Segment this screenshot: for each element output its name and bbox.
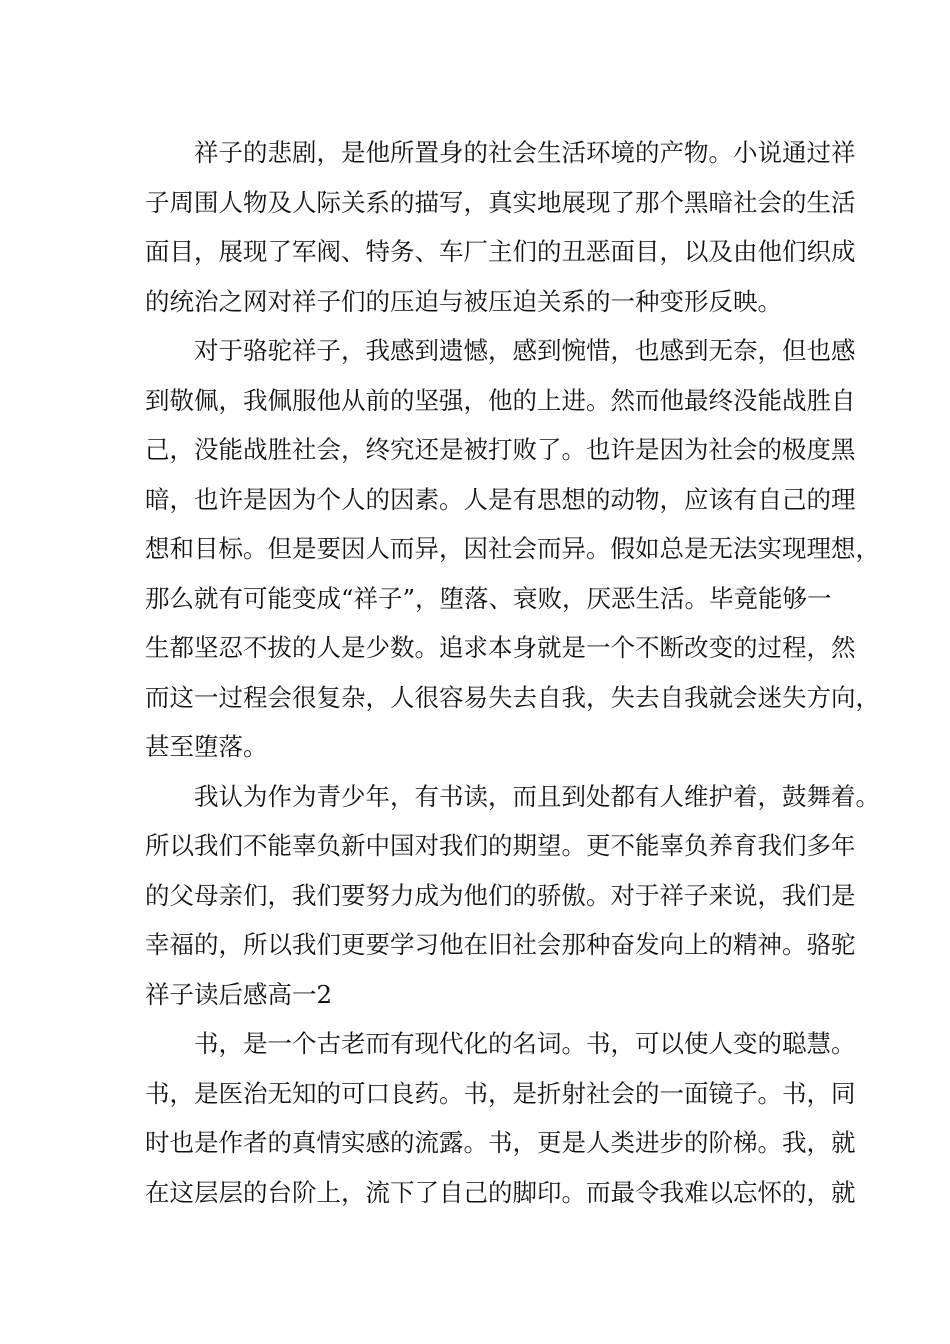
text-line: 的父母亲们，我们要努力成为他们的骄傲。对于祥子来说，我们是 — [145, 880, 856, 910]
text-line: 到敬佩，我佩服他从前的坚强，他的上进。然而他最终没能战胜自 — [145, 385, 856, 415]
text-line: 我认为作为青少年，有书读，而且到处都有人维护着，鼓舞着。 — [194, 781, 880, 811]
text-line: 书，是医治无知的可口良药。书，是折射社会的一面镜子。书，同 — [145, 1078, 856, 1108]
text-line: 祥子的悲剧，是他所置身的社会生活环境的产物。小说通过祥 — [194, 138, 856, 167]
text-line: 书，是一个古老而有现代化的名词。书，可以使人变的聪慧。 — [194, 1029, 856, 1058]
text-line: 甚至堕落。 — [145, 732, 268, 761]
text-line: 在这层层的台阶上，流下了自己的脚印。而最令我难以忘怀的，就 — [145, 1177, 856, 1207]
text-line: 祥子读后感高一2 — [145, 979, 333, 1009]
text-line: 的统治之网对祥子们的压迫与被压迫关系的一种变形反映。 — [145, 286, 782, 316]
text-line: 己，没能战胜社会，终究还是被打败了。也许是因为社会的极度黑 — [145, 435, 856, 464]
text-line: 子周围人物及人际关系的描写，真实地展现了那个黑暗社会的生活 — [145, 187, 856, 217]
text-line: 幸福的，所以我们更要学习他在旧社会那种奋发向上的精神。骆驼 — [145, 930, 856, 959]
document-body — [145, 128, 880, 1217]
text-line: 所以我们不能辜负新中国对我们的期望。更不能辜负养育我们多年 — [145, 831, 856, 860]
text-line: 而这一过程会很复杂，人很容易失去自我，失去自我就会迷失方向， — [145, 682, 880, 712]
text-line: 生都坚忍不拔的人是少数。追求本身就是一个不断改变的过程，然 — [145, 633, 856, 662]
text-line: 想和目标。但是要因人而异，因社会而异。假如总是无法实现理想， — [145, 534, 880, 563]
paragraph-2 — [145, 326, 880, 772]
text-line: 面目，展现了军阀、特务、车厂主们的丑恶面目，以及由他们织成 — [145, 237, 856, 266]
paragraph-3 — [145, 772, 880, 1020]
text-line: 对于骆驼祥子，我感到遗憾，感到惋惜，也感到无奈，但也感 — [194, 336, 856, 365]
paragraph-1 — [145, 128, 856, 326]
text-line: 暗，也许是因为个人的因素。人是有思想的动物，应该有自己的理 — [145, 484, 856, 514]
paragraph-4 — [145, 1019, 856, 1217]
text-line: 那么就有可能变成“祥子”，堕落、衰败，厌恶生活。毕竟能够一 — [145, 583, 832, 613]
text-line: 时也是作者的真情实感的流露。书，更是人类进步的阶梯。我，就 — [145, 1128, 856, 1157]
